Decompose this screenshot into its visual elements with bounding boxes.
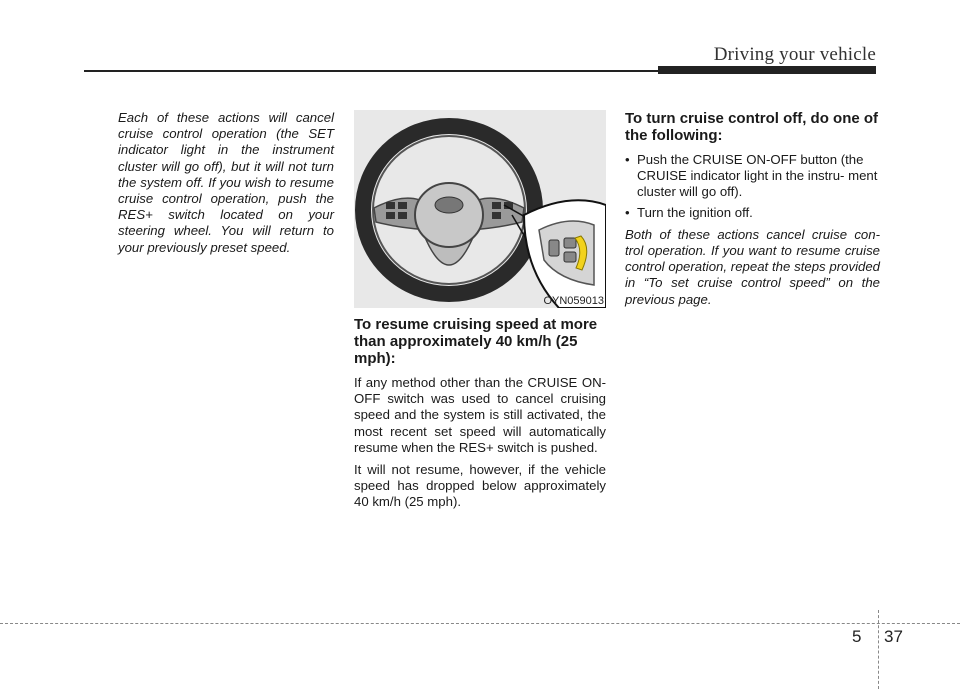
turn-off-heading: To turn cruise control off, do one of the following: <box>625 110 879 144</box>
figure-code: OYN059013 <box>543 295 604 307</box>
footer-divider <box>878 610 879 689</box>
footer-rule <box>0 623 960 624</box>
steering-wheel-figure <box>354 110 606 308</box>
turn-off-list <box>625 152 880 221</box>
header-title: Driving your vehicle <box>713 44 876 65</box>
resume-heading: To resume cruising speed at more than approximately 40 km/h (25 mph): <box>354 316 598 367</box>
resume-paragraph-2: It will not resume, however, if the vehicle speed has dropped below approximately 40 km/h (25 mph). <box>354 462 606 510</box>
list-item: • Push the CRUISE ON-OFF button (the CRUISE indicator light in the instru- ment cluster will go off). <box>625 152 880 201</box>
header-rule-thin <box>84 70 660 72</box>
resume-paragraph-1: If any method other than the CRUISE ON-OFF switch was used to cancel cruising speed and the system is still activated, the most recent set speed will automatically resume when the RES+ switch is pushed. <box>354 375 606 455</box>
steering-wheel-illustration <box>354 110 606 308</box>
column-3 <box>625 110 880 308</box>
column-2 <box>354 110 606 517</box>
chapter-number: 5 <box>852 627 862 646</box>
page-number: 37 <box>884 627 903 646</box>
cancel-note-paragraph: Each of these actions will cancel cruise control operation (the SET indicator light in the instrument cluster will go off), but it will not turn the system off. If you wish to resume cruise control operation, push the RES+ switch located on your steering wheel. You will return to your previously preset speed. <box>118 110 334 255</box>
turn-off-note: Both of these actions cancel cruise con- trol operation. If you want to resume cruise control operation, repeat the steps provided in “To set cruise control speed” on the previous page. <box>625 226 880 307</box>
header-rule-thick <box>658 66 876 74</box>
list-item: • Turn the ignition off. <box>625 205 880 221</box>
column-1 <box>118 110 334 256</box>
